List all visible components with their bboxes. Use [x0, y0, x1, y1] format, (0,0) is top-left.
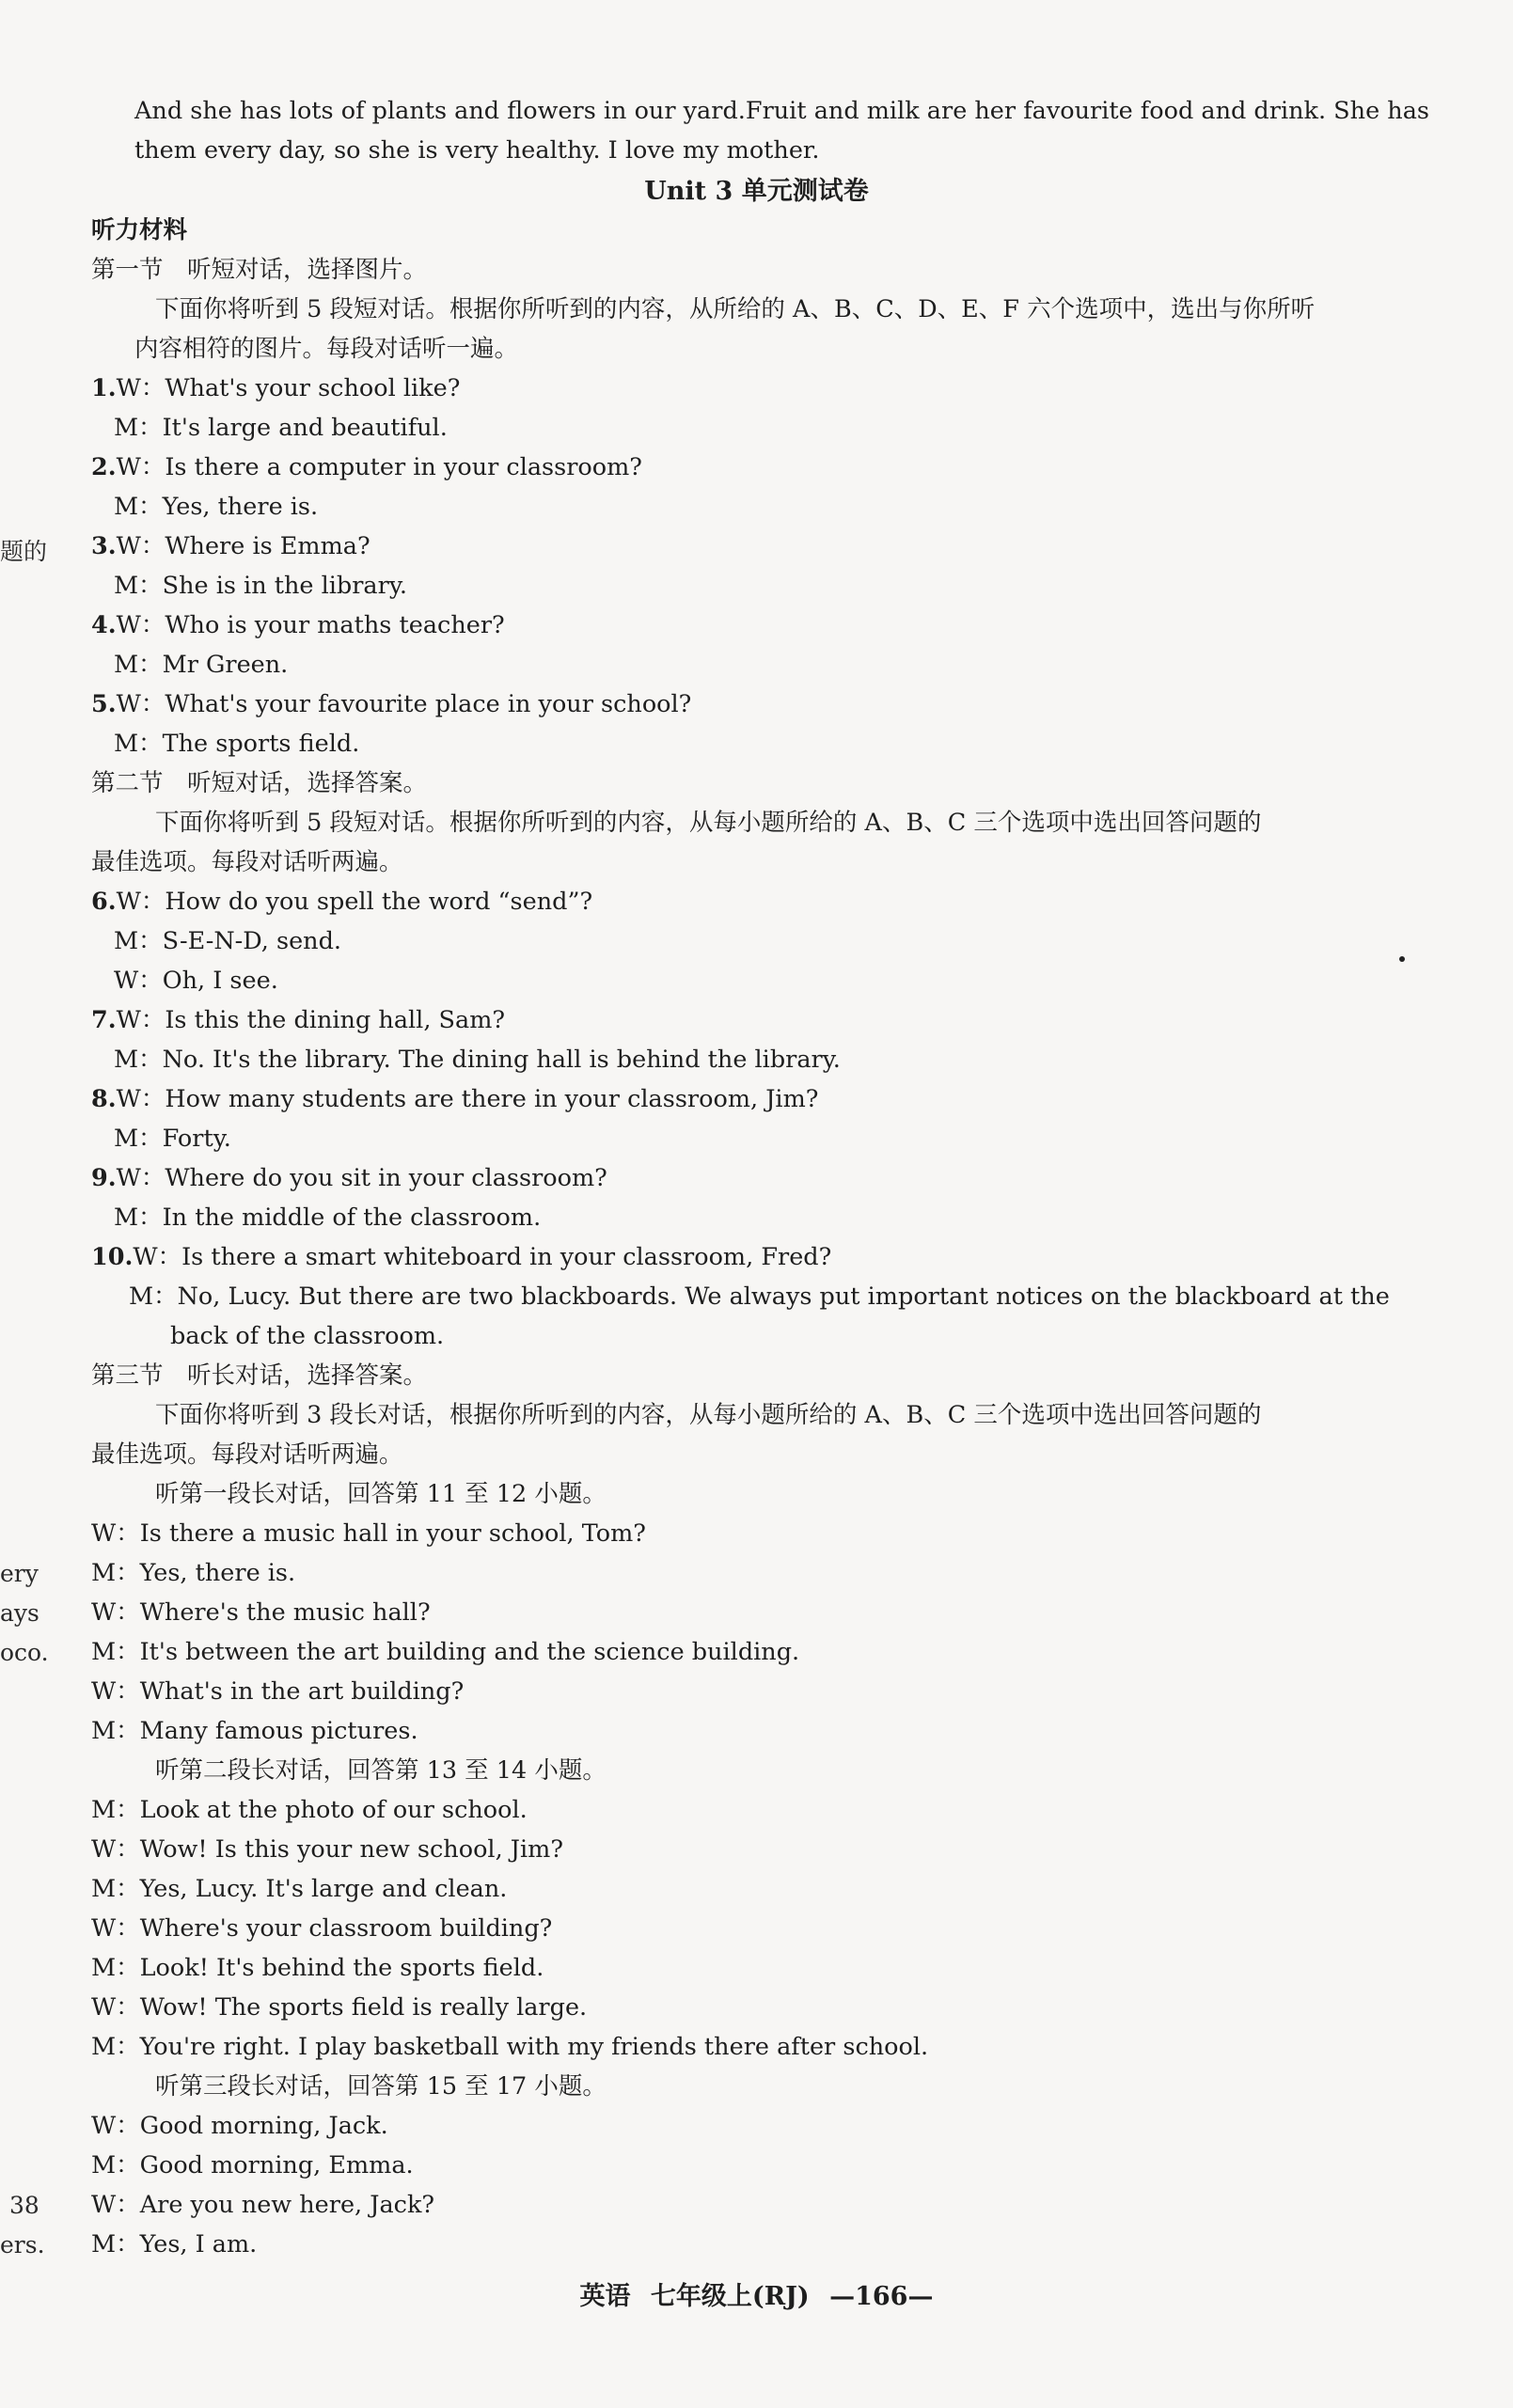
q7-number: 7. [91, 1006, 117, 1034]
q4-number: 4. [91, 611, 117, 639]
section-heading: 听力材料 [91, 216, 188, 244]
conv2-intro: 听第二段长对话，回答第 13 至 14 小题。 [155, 1756, 607, 1785]
q8-number: 8. [91, 1085, 117, 1113]
margin-fragment-3: ays [0, 1599, 39, 1627]
page-footer [0, 2275, 1513, 2312]
part1-instruction-2: 内容相符的图片。每段对话听一遍。 [134, 335, 519, 363]
margin-fragment-5: 38 [9, 2192, 39, 2219]
footer-page-number: —166— [829, 2282, 934, 2311]
q1-number: 1. [91, 374, 117, 402]
conv2-line-2: W：Wow! Is this your new school, Jim? [91, 1835, 564, 1864]
q1-w-text: W：What's your school like? [116, 374, 461, 402]
q2-w-text: W：Is there a computer in your classroom? [116, 453, 642, 481]
q10-number: 10. [91, 1243, 134, 1271]
q7-w-text: W：Is this the dining hall, Sam? [116, 1006, 506, 1034]
part2-heading: 第二节 听短对话，选择答案。 [91, 769, 428, 797]
q3-m: M：She is in the library. [114, 572, 407, 600]
part1-instruction-1: 下面你将听到 5 段短对话。根据你所听到的内容，从所给的 A、B、C、D、E、F 六个选项中，选出与你所听 [155, 295, 1316, 323]
q7-m: M：No. It's the library. The dining hall is behind the library. [114, 1046, 841, 1074]
margin-fragment-4: oco. [0, 1639, 49, 1666]
conv2-line-6: W：Wow! The sports field is really large. [91, 1993, 588, 2022]
conv3-line-3: W：Are you new here, Jack? [91, 2191, 435, 2219]
part2-instruction-2: 最佳选项。每段对话听两遍。 [91, 848, 403, 876]
footer-grade: 七年级上(RJ) [650, 2282, 810, 2311]
conv2-line-4: W：Where's your classroom building? [91, 1914, 553, 1943]
intro-line-2: them every day, so she is very healthy. I love my mother. [134, 136, 820, 165]
q2-m: M：Yes, there is. [114, 493, 319, 521]
part3-instruction-1: 下面你将听到 3 段长对话，根据你所听到的内容，从每小题所给的 A、B、C 三个选项中选出回答问题的 [155, 1401, 1262, 1429]
part2-instruction-1: 下面你将听到 5 段短对话。根据你所听到的内容，从每小题所给的 A、B、C 三个选项中选出回答问题的 [155, 809, 1262, 837]
q6-number: 6. [91, 888, 117, 916]
conv2-line-7: M：You're right. I play basketball with my friends there after school. [91, 2033, 929, 2061]
q6-w-text: W：How do you spell the word “send”? [116, 888, 593, 916]
q3-w [91, 532, 370, 561]
q10-w [91, 1243, 831, 1272]
page-title: Unit 3 单元测试卷 [644, 177, 869, 206]
q4-w [91, 611, 505, 640]
q1-w [91, 374, 460, 403]
conv1-line-3: W：Where's the music hall? [91, 1598, 431, 1627]
ink-dot [1399, 956, 1405, 962]
part1-heading: 第一节 听短对话，选择图片。 [91, 256, 428, 284]
q4-w-text: W：Who is your maths teacher? [116, 611, 505, 639]
part3-heading: 第三节 听长对话，选择答案。 [91, 1361, 428, 1390]
q8-m: M：Forty. [114, 1125, 231, 1153]
q7-w [91, 1006, 505, 1035]
q5-m: M：The sports field. [114, 730, 360, 758]
q3-w-text: W：Where is Emma? [116, 532, 370, 560]
q10-w-text: W：Is there a smart whiteboard in your classroom, Fred? [133, 1243, 832, 1271]
q5-w [91, 690, 691, 719]
q4-m: M：Mr Green. [114, 651, 289, 679]
conv1-line-5: W：What's in the art building? [91, 1677, 465, 1706]
intro-line-1: And she has lots of plants and flowers in our yard.Fruit and milk are her favourite food and drink. She has [134, 97, 1429, 125]
q6-w2: W：Oh, I see. [114, 967, 278, 995]
q9-m: M：In the middle of the classroom. [114, 1204, 542, 1232]
conv2-line-3: M：Yes, Lucy. It's large and clean. [91, 1875, 508, 1903]
q9-w [91, 1164, 607, 1193]
q10-m: M：No, Lucy. But there are two blackboards. We always put important notices on the blackboard at the [129, 1283, 1390, 1311]
conv3-line-2: M：Good morning, Emma. [91, 2151, 414, 2180]
conv1-line-6: M：Many famous pictures. [91, 1717, 418, 1745]
conv1-line-1: W：Is there a music hall in your school, Tom? [91, 1519, 646, 1548]
conv3-line-4: M：Yes, I am. [91, 2230, 258, 2258]
q5-w-text: W：What's your favourite place in your school? [116, 690, 692, 718]
conv1-line-4: M：It's between the art building and the science building. [91, 1638, 800, 1666]
q6-m: M：S-E-N-D, send. [114, 927, 342, 955]
q1-m: M：It's large and beautiful. [114, 414, 448, 442]
conv3-intro: 听第三段长对话，回答第 15 至 17 小题。 [155, 2072, 607, 2101]
conv3-line-1: W：Good morning, Jack. [91, 2112, 388, 2140]
q2-number: 2. [91, 453, 117, 481]
q2-w [91, 453, 642, 482]
margin-fragment-2: ery [0, 1560, 39, 1587]
q9-number: 9. [91, 1164, 117, 1192]
q5-number: 5. [91, 690, 117, 718]
conv1-intro: 听第一段长对话，回答第 11 至 12 小题。 [155, 1480, 607, 1508]
margin-fragment-6: ers. [0, 2231, 45, 2258]
q9-w-text: W：Where do you sit in your classroom? [116, 1164, 607, 1192]
q10-m-cont: back of the classroom. [170, 1322, 445, 1350]
conv2-line-1: M：Look at the photo of our school. [91, 1796, 528, 1824]
footer-subject: 英语 [579, 2282, 631, 2311]
q6-w [91, 888, 592, 917]
conv2-line-5: M：Look! It's behind the sports field. [91, 1954, 544, 1982]
part3-instruction-2: 最佳选项。每段对话听两遍。 [91, 1440, 403, 1469]
q3-number: 3. [91, 532, 117, 560]
q8-w [91, 1085, 818, 1114]
conv1-line-2: M：Yes, there is. [91, 1559, 296, 1587]
margin-fragment-1: 题的 [0, 538, 48, 565]
q8-w-text: W：How many students are there in your classroom, Jim? [116, 1085, 819, 1113]
